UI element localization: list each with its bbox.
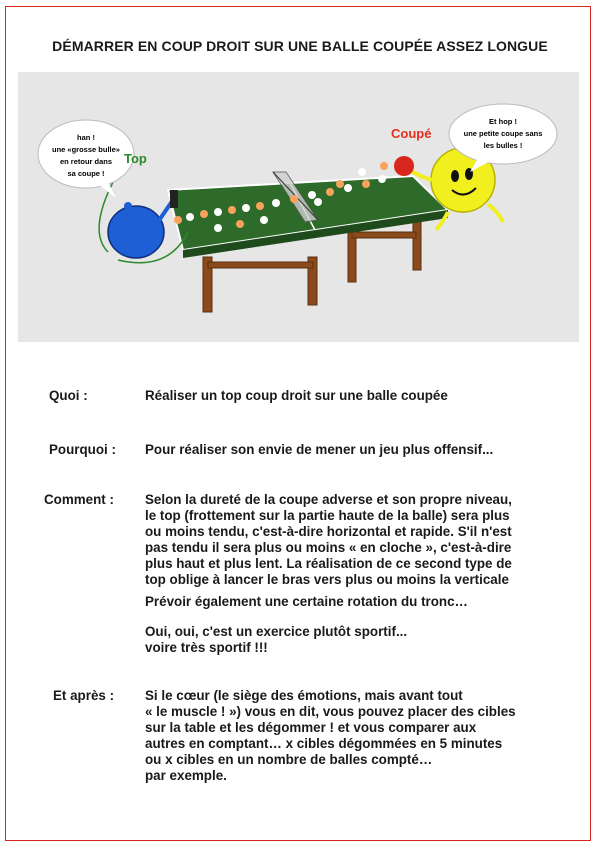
quoi-line: Réaliser un top coup droit sur une balle coupée [145,388,448,403]
label-coupe: Coupé [391,126,432,141]
apres-line-1: Si le cœur (le siège des émotions, mais avant tout [145,688,463,703]
comment-line-sportif: Oui, oui, c'est un exercice plutôt sportif... [145,624,408,639]
apres-line-3: sur la table et les dégommer ! et vous comparer aux [145,720,477,735]
comment-line-3: ou moins tendu, c'est-à-dire horizontal et rapide. S'il n'est [145,524,512,539]
comment-line-rotation: Prévoir également une certaine rotation du tronc… [145,594,468,609]
bubble-left-line-1: han ! [77,133,95,142]
bubble-right-line-2: une petite coupe sans [463,129,543,138]
page-title: DÉMARRER EN COUP DROIT SUR UNE BALLE COUPÉE ASSEZ LONGUE [52,38,548,54]
text-quoi [145,388,565,404]
label-quoi: Quoi : [49,388,88,403]
comment-line-6: top oblige à lancer le bras vers plus ou moins la verticale [145,572,509,587]
apres-line-4: autres en comptant… x cibles dégommées en 5 minutes [145,736,503,751]
bubble-left-line-3: en retour dans [59,157,113,166]
text-comment [145,492,565,656]
label-et-apres: Et après : [53,688,115,703]
apres-line-2: « le muscle ! ») vous en dit, vous pouvez placer des cibles [145,704,516,719]
apres-line-exemple: par exemple. [145,768,227,783]
speech-bubble-left [38,120,134,198]
bubble-right-line-1: Et hop ! [489,117,517,126]
apres-line-5: ou x cibles en un nombre de balles compté… [145,752,433,767]
text-pourquoi [145,442,565,458]
label-top: Top [124,151,147,166]
bubble-left-line-2: une «grosse bulle» [52,145,120,154]
comment-line-2: le top (frottement sur la partie haute de la balle) sera plus [145,508,510,523]
ping-pong-illustration [18,72,579,342]
comment-line-1: Selon la dureté de la coupe adverse et son propre niveau, [145,492,512,507]
illustration-drawing [18,72,579,342]
pourquoi-line: Pour réaliser son envie de mener un jeu plus offensif... [145,442,494,457]
bubble-left-line-4: sa coupe ! [67,169,105,178]
text-et-apres [145,688,565,784]
bubble-right-line-3: les bulles ! [483,141,523,150]
comment-line-5: plus haut et plus lent. La réalisation de ce second type de [145,556,512,571]
comment-line-tres-sportif: voire très sportif !!! [145,640,268,655]
label-comment: Comment : [44,492,114,507]
label-pourquoi: Pourquoi : [49,442,116,457]
comment-line-4: pas tendu il sera plus ou moins « en cloche », c'est-à-dire [145,540,512,555]
